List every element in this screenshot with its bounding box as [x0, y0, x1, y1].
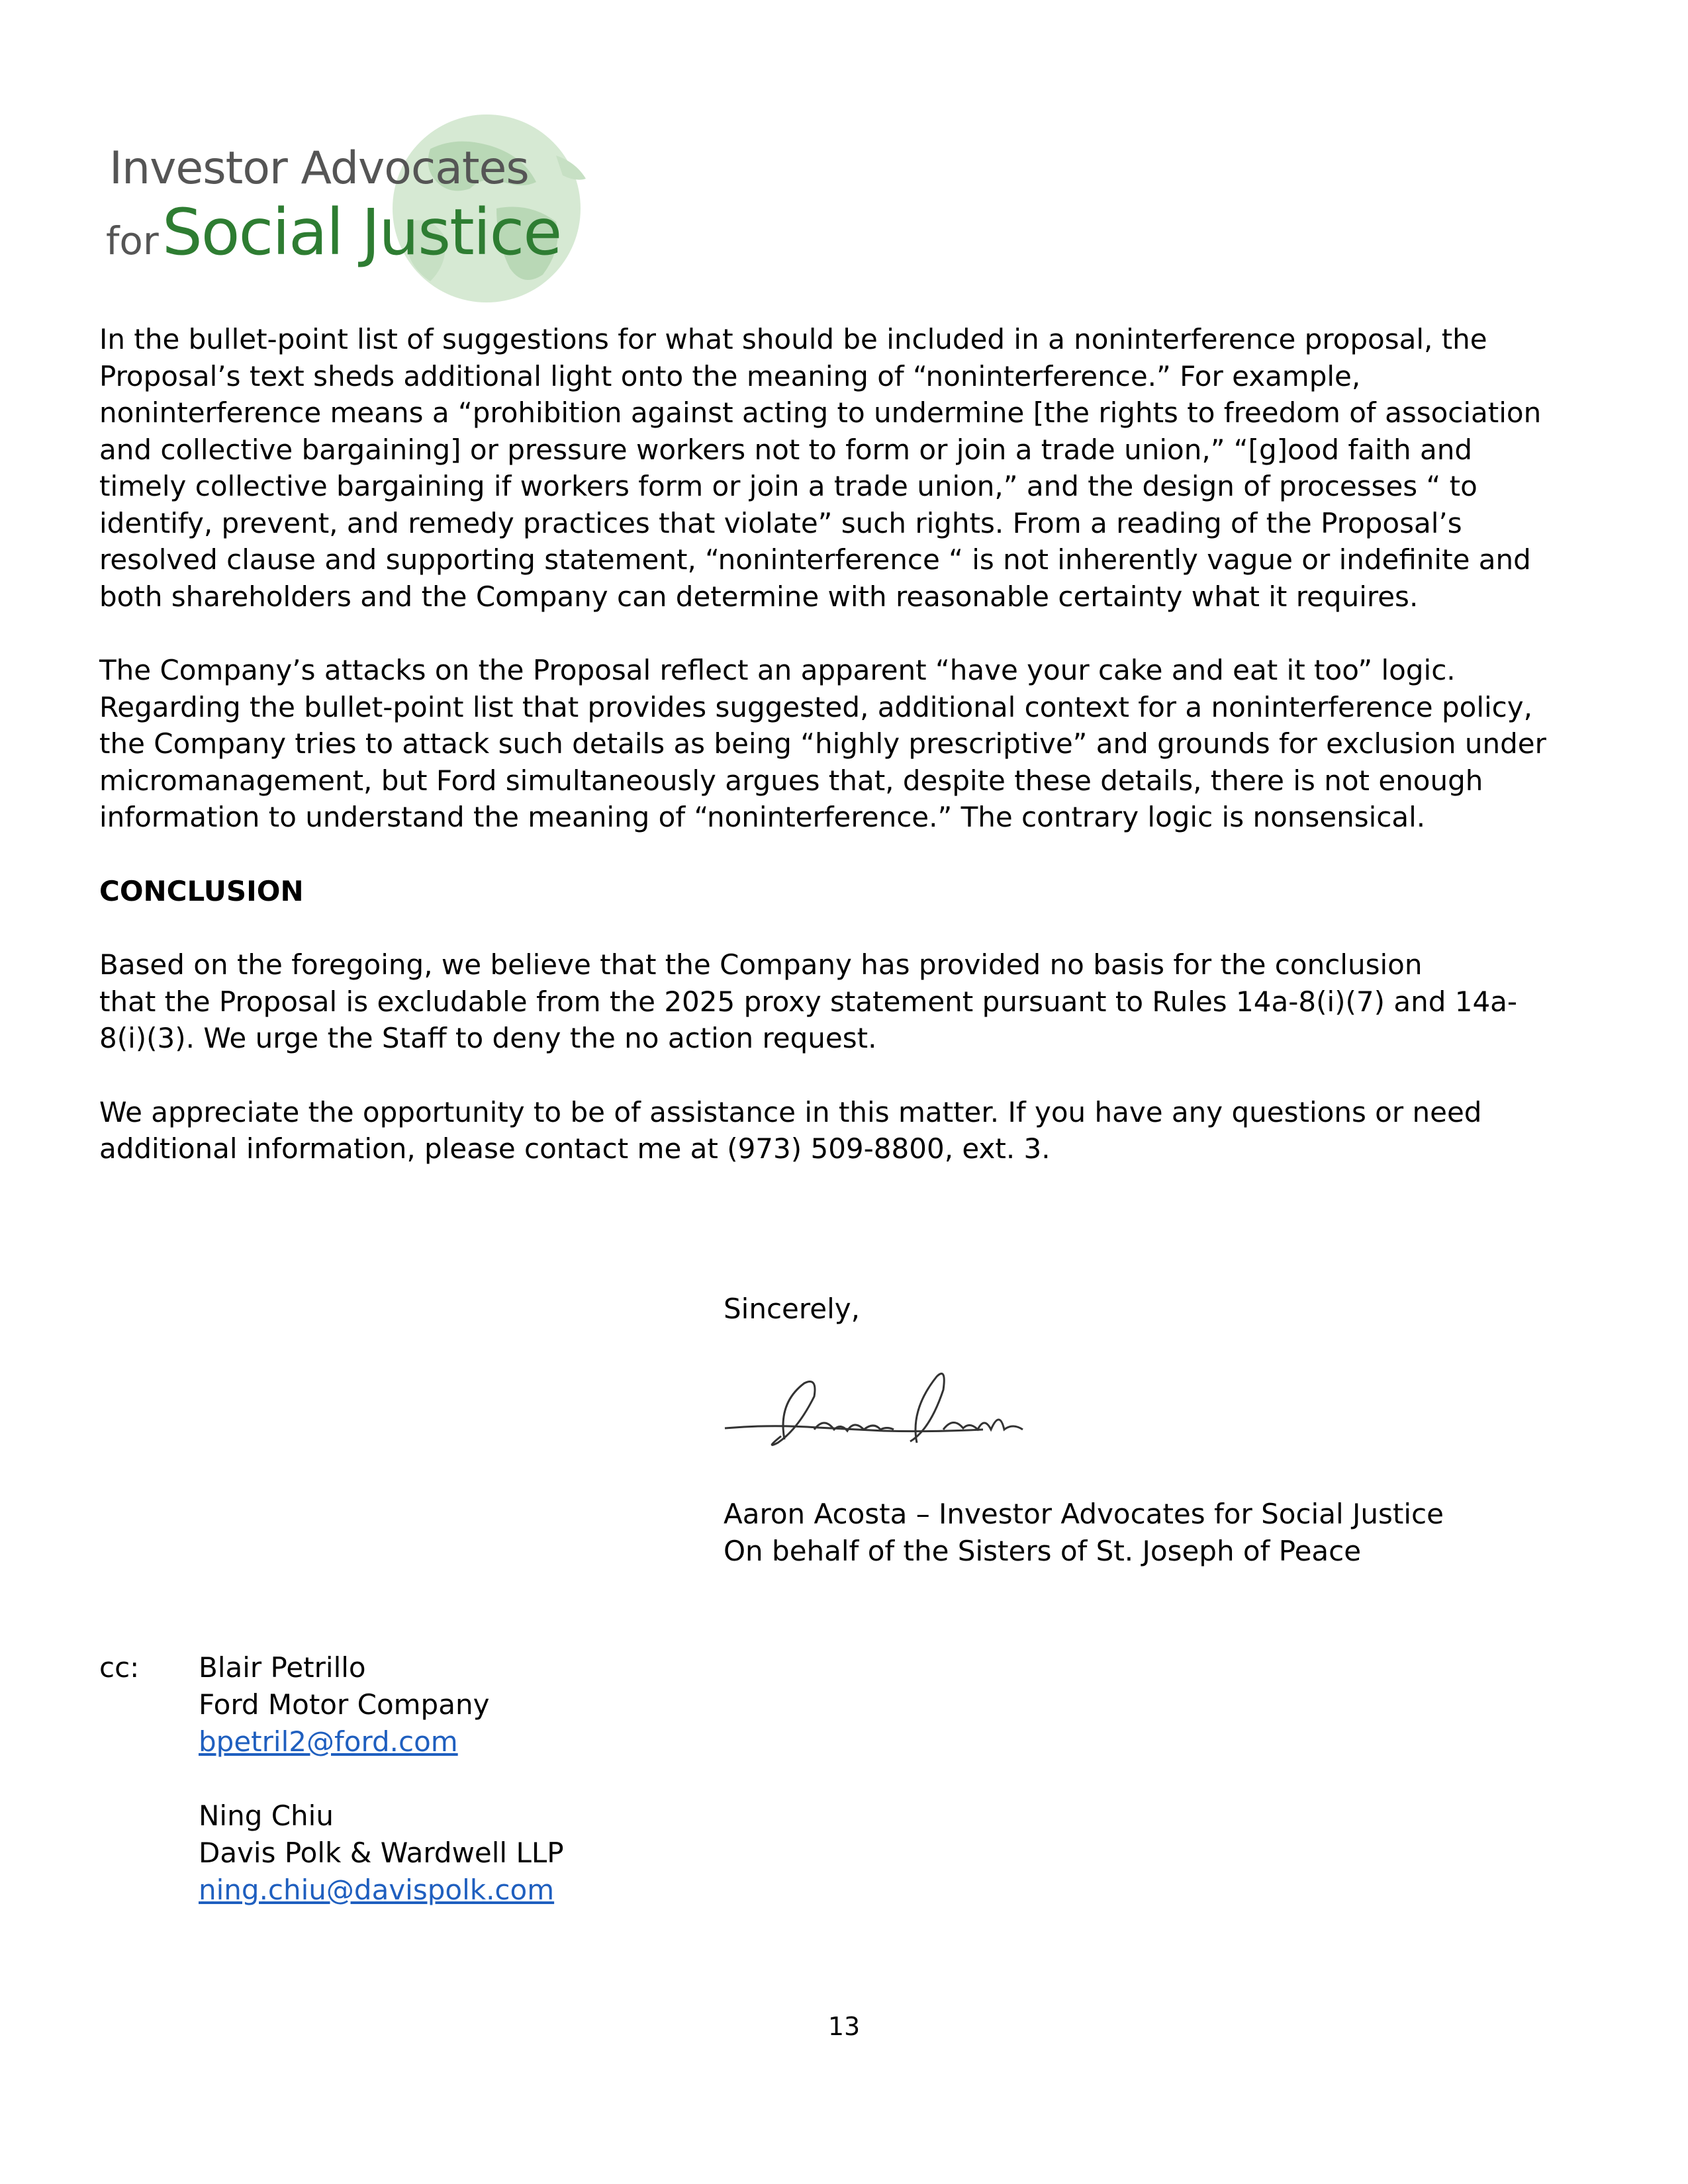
- letter-body: [99, 321, 1589, 1205]
- logo-social-justice-text: Social Justice: [162, 195, 561, 269]
- cc-recipient-organization: Davis Polk & Wardwell LLP: [199, 1837, 564, 1869]
- logo-text-line1: Investor Advocates: [109, 142, 529, 195]
- page-number: 13: [827, 2012, 861, 2041]
- cc-recipient-email-link[interactable]: ning.chiu@davispolk.com: [199, 1874, 555, 1906]
- organization-logo: [99, 109, 602, 314]
- logo-for-text: for: [106, 218, 159, 263]
- conclusion-heading: CONCLUSION: [99, 874, 304, 907]
- cc-recipient: [199, 1797, 564, 1909]
- paragraph-noninterference-meaning: In the bullet-point list of suggestions for what should be included in a noninterference proposal, the Proposal’s text sheds additional light onto the meaning of “noninterference.” For example, noninterference means a “prohibition against acting to undermine [the rights to freedom of association and collective bargaining] or pressure workers not to form or join a trade union,” “[g]ood faith and timely collective bargaining if workers form or join a trade union,” and the design of processes “ to identify, prevent, and remedy practices that violate” such rights. From a reading of the Proposal’s resolved clause and supporting statement, “noninterference “ is not inherently vague or indefinite and both shareholders and the Company can determine with reasonable certainty what it requires.: [99, 323, 1542, 613]
- cc-recipient-organization: Ford Motor Company: [199, 1688, 490, 1721]
- cc-recipient-email-link[interactable]: bpetril2@ford.com: [199, 1725, 458, 1758]
- paragraph-company-attacks: The Company’s attacks on the Proposal reflect an apparent “have your cake and eat it too” logic. Regarding the bullet-point list that provides suggested, additional context for a noninterference policy, the Company tries to attack such details as being “highly prescriptive” and grounds for exclusion under micromanagement, but Ford simultaneously argues that, despite these details, there is not enough information to understand the meaning of “noninterference.” The contrary logic is nonsensical.: [99, 654, 1546, 833]
- cc-recipient-name: Blair Petrillo: [199, 1651, 366, 1684]
- paragraph-contact: We appreciate the opportunity to be of assistance in this matter. If you have any questions or need additional information, please contact me at (973) 509-8800, ext. 3.: [99, 1095, 1482, 1165]
- signer-block: [724, 1496, 1444, 1570]
- paragraph-conclusion: Based on the foregoing, we believe that the Company has provided no basis for the conclusion that the Proposal is excludable from the 2025 proxy statement pursuant to Rules 14a-8(i)(7) and 14a- 8(i)(3). We urge the Staff to deny the no action request.: [99, 948, 1518, 1054]
- closing-salutation: Sincerely,: [724, 1293, 860, 1325]
- signer-name-line: Aaron Acosta – Investor Advocates for Social Justice: [724, 1498, 1444, 1530]
- cc-recipient-name: Ning Chiu: [199, 1799, 334, 1832]
- signer-behalf-line: On behalf of the Sisters of St. Joseph of Peace: [724, 1535, 1362, 1567]
- cc-recipient: [199, 1649, 564, 1760]
- cc-recipient-list: [199, 1649, 564, 1946]
- logo-text-line2: [106, 195, 561, 269]
- cc-label: cc:: [99, 1651, 140, 1684]
- handwritten-signature: [718, 1363, 1062, 1472]
